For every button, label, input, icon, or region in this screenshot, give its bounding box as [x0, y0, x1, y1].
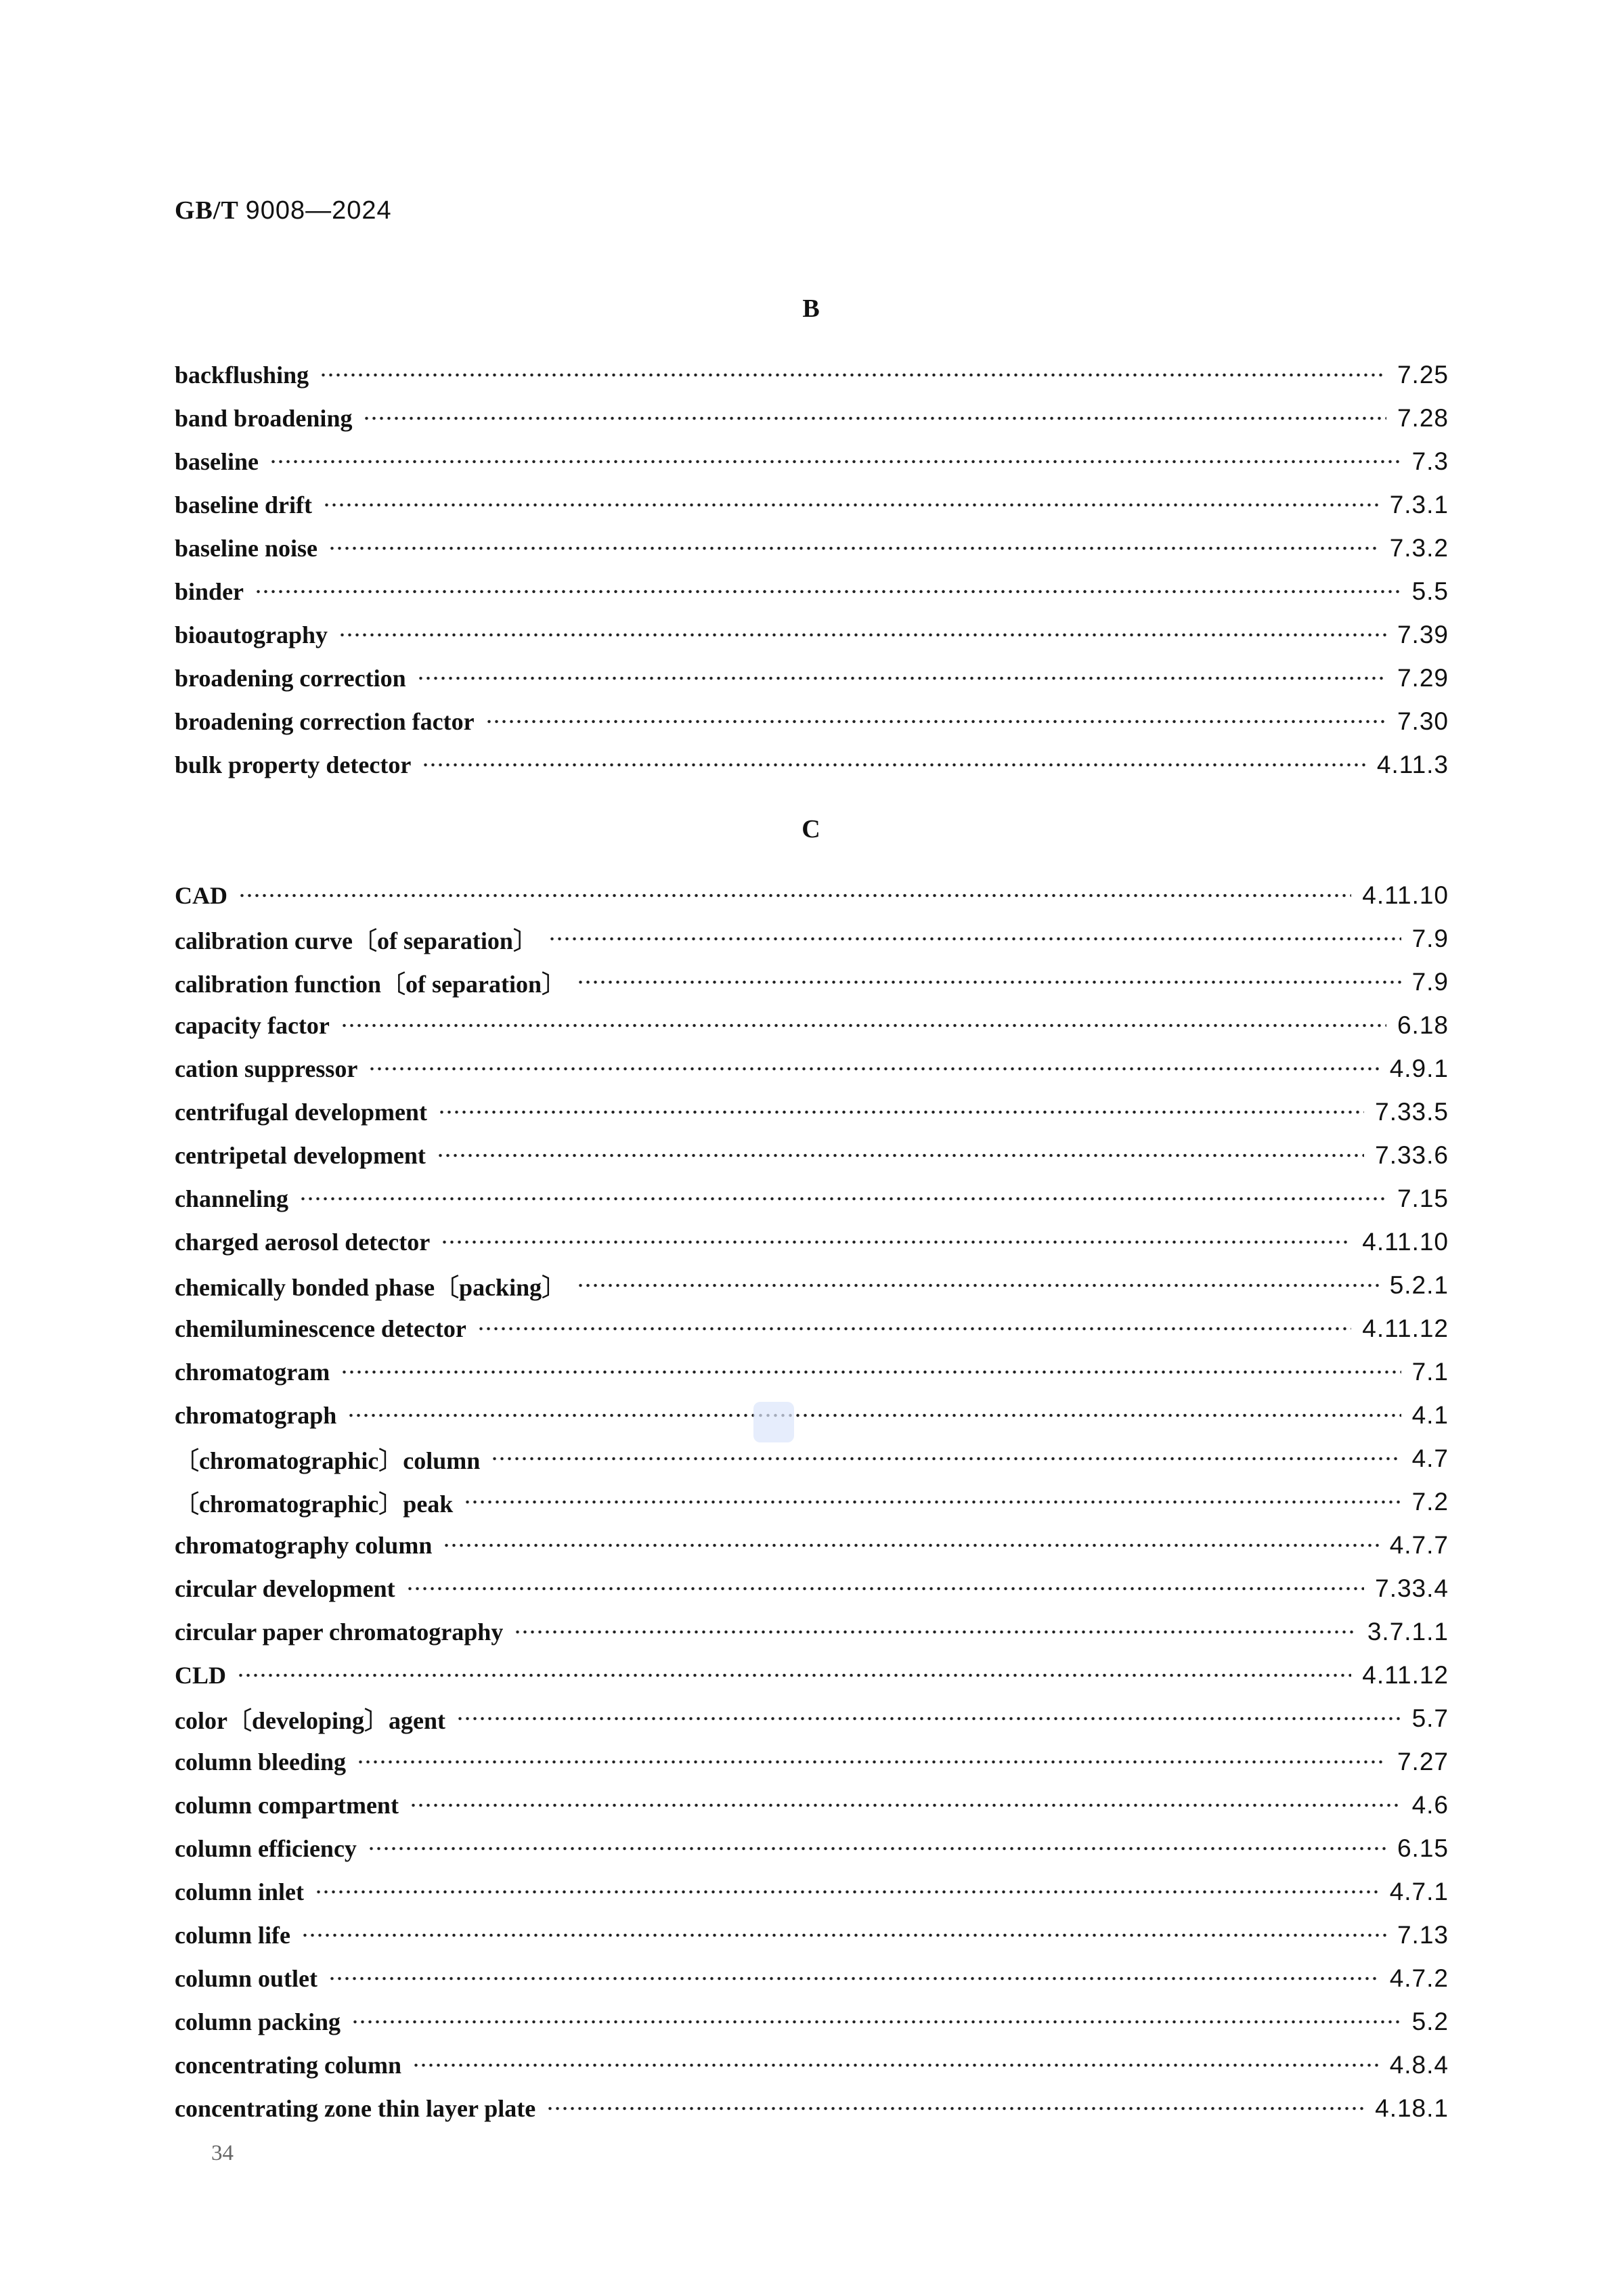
- index-reference: 7.27: [1397, 1748, 1449, 1775]
- index-term: calibration function〔of separation〕: [175, 970, 567, 998]
- index-reference: 4.7.1: [1389, 1878, 1449, 1905]
- index-term: backflushing: [175, 361, 309, 389]
- section-letter-b: B: [802, 294, 820, 323]
- dot-leader: [368, 1835, 1386, 1862]
- index-entry: [175, 440, 1449, 483]
- index-term: calibration curve〔of separation〕: [175, 927, 538, 954]
- dot-leader: [443, 1532, 1378, 1559]
- index-entry: [175, 397, 1449, 440]
- index-reference: 7.9: [1411, 968, 1449, 996]
- index-entry: [175, 1654, 1449, 1697]
- index-term: bulk property detector: [175, 751, 412, 778]
- index-term: column compartment: [175, 1792, 399, 1819]
- index-term: charged aerosol detector: [175, 1229, 431, 1256]
- index-reference: 4.7: [1411, 1444, 1449, 1472]
- index-term: column packing: [175, 2008, 341, 2035]
- index-term: capacity factor: [175, 1012, 330, 1039]
- dot-leader: [577, 1272, 1379, 1299]
- index-reference: 7.30: [1397, 707, 1449, 735]
- index-term: baseline noise: [175, 535, 318, 562]
- index-term: band broadening: [175, 405, 353, 432]
- index-list-b: [175, 353, 1449, 787]
- dot-leader: [338, 621, 1386, 648]
- index-entry: [175, 1784, 1449, 1827]
- index-reference: 4.11.12: [1362, 1315, 1449, 1342]
- index-reference: 4.7.7: [1389, 1531, 1449, 1559]
- index-entry: [175, 700, 1449, 743]
- dot-leader: [417, 665, 1386, 692]
- index-reference: 7.1: [1411, 1358, 1449, 1386]
- index-term: column life: [175, 1922, 290, 1949]
- dot-leader: [347, 1402, 1401, 1429]
- index-entry: [175, 1004, 1449, 1047]
- index-term: broadening correction: [175, 665, 406, 692]
- index-term: baseline: [175, 448, 259, 475]
- index-term: column efficiency: [175, 1835, 357, 1862]
- index-reference: 4.11.10: [1362, 1228, 1449, 1256]
- index-entry: [175, 1697, 1449, 1740]
- index-list-c: [175, 874, 1449, 2130]
- section-letter-c: C: [802, 815, 820, 843]
- index-term: CAD: [175, 882, 227, 909]
- index-reference: 7.39: [1397, 621, 1449, 648]
- dot-leader: [341, 1359, 1401, 1386]
- dot-leader: [410, 1792, 1401, 1819]
- index-term: 〔chromatographic〕column: [175, 1447, 481, 1474]
- index-term: chemiluminescence detector: [175, 1315, 466, 1342]
- index-reference: 5.2: [1411, 2008, 1449, 2035]
- index-term: circular paper chromatography: [175, 1618, 504, 1646]
- index-term: column bleeding: [175, 1748, 347, 1775]
- dot-leader: [546, 2095, 1364, 2122]
- dot-leader: [438, 1099, 1364, 1126]
- dot-leader: [577, 969, 1401, 996]
- index-reference: 7.3.2: [1389, 534, 1449, 562]
- index-term: column inlet: [175, 1878, 305, 1905]
- dot-leader: [485, 708, 1386, 735]
- index-term: 〔chromatographic〕peak: [175, 1490, 454, 1518]
- dot-leader: [456, 1705, 1401, 1732]
- index-term: chromatogram: [175, 1359, 330, 1386]
- dot-leader: [514, 1618, 1357, 1646]
- dot-leader: [548, 925, 1401, 952]
- index-entry: [175, 1177, 1449, 1220]
- index-term: cation suppressor: [175, 1055, 358, 1082]
- dot-leader: [412, 2052, 1379, 2079]
- index-term: centripetal development: [175, 1142, 426, 1169]
- index-entry: [175, 1827, 1449, 1870]
- page-number: 34: [211, 2141, 234, 2165]
- index-reference: 7.13: [1397, 1921, 1449, 1949]
- index-entry: [175, 1350, 1449, 1394]
- index-entry: [175, 483, 1449, 527]
- index-reference: 7.25: [1397, 361, 1449, 389]
- index-entry: [175, 1394, 1449, 1437]
- index-entry: [175, 874, 1449, 917]
- dot-leader: [328, 535, 1379, 562]
- index-reference: 7.2: [1411, 1488, 1449, 1516]
- index-entry: [175, 961, 1449, 1004]
- index-entry: [175, 1740, 1449, 1784]
- index-entry: [175, 1870, 1449, 1914]
- index-term: channeling: [175, 1185, 289, 1212]
- index-term: broadening correction factor: [175, 708, 475, 735]
- dot-leader: [301, 1922, 1386, 1949]
- index-term: circular development: [175, 1575, 395, 1602]
- index-entry: [175, 2044, 1449, 2087]
- dot-leader: [491, 1445, 1401, 1472]
- index-term: color〔developing〕agent: [175, 1706, 445, 1734]
- dot-leader: [363, 405, 1386, 432]
- index-entry: [175, 1307, 1449, 1350]
- dot-leader: [477, 1315, 1351, 1342]
- index-reference: 4.7.2: [1389, 1964, 1449, 1992]
- index-reference: 7.29: [1397, 664, 1449, 692]
- index-reference: 7.15: [1397, 1185, 1449, 1212]
- index-reference: 4.1: [1411, 1401, 1449, 1429]
- dot-leader: [299, 1185, 1386, 1212]
- index-reference: 6.18: [1397, 1011, 1449, 1039]
- index-entry: [175, 1610, 1449, 1654]
- index-term: binder: [175, 578, 244, 605]
- document-header: [175, 196, 392, 225]
- index-entry: [175, 2087, 1449, 2130]
- index-term: chromatography column: [175, 1532, 433, 1559]
- index-entry: [175, 1914, 1449, 1957]
- index-entry: [175, 1264, 1449, 1307]
- index-reference: 7.3.1: [1389, 491, 1449, 518]
- dot-leader: [238, 882, 1351, 909]
- index-reference: 4.8.4: [1389, 2051, 1449, 2079]
- index-entry: [175, 1524, 1449, 1567]
- index-reference: 3.7.1.1: [1367, 1618, 1449, 1646]
- dot-leader: [406, 1575, 1365, 1602]
- dot-leader: [341, 1012, 1386, 1039]
- index-reference: 7.33.5: [1375, 1098, 1449, 1126]
- index-entry: [175, 657, 1449, 700]
- index-reference: 4.11.3: [1376, 751, 1449, 778]
- index-reference: 7.28: [1397, 404, 1449, 432]
- index-term: bioautography: [175, 621, 328, 648]
- dot-leader: [320, 361, 1386, 389]
- index-reference: 4.9.1: [1389, 1055, 1449, 1082]
- index-reference: 5.5: [1411, 577, 1449, 605]
- index-entry: [175, 743, 1449, 787]
- dot-leader: [237, 1662, 1351, 1689]
- index-entry: [175, 1134, 1449, 1177]
- dot-leader: [437, 1142, 1364, 1169]
- index-reference: 4.11.10: [1362, 881, 1449, 909]
- index-term: baseline drift: [175, 491, 312, 518]
- index-term: concentrating zone thin layer plate: [175, 2095, 536, 2122]
- index-entry: [175, 1480, 1449, 1524]
- index-entry: [175, 1567, 1449, 1610]
- index-entry: [175, 1090, 1449, 1134]
- dot-leader: [464, 1488, 1401, 1516]
- standard-prefix: GB/T: [175, 196, 239, 225]
- index-entry: [175, 570, 1449, 613]
- dot-leader: [323, 491, 1379, 518]
- index-entry: [175, 917, 1449, 961]
- dot-leader: [269, 448, 1401, 475]
- index-entry: [175, 1437, 1449, 1480]
- index-term: concentrating column: [175, 2052, 401, 2079]
- standard-number: 9008—2024: [245, 196, 392, 225]
- index-reference: 7.3: [1411, 447, 1449, 475]
- index-term: chromatograph: [175, 1402, 337, 1429]
- index-reference: 4.6: [1411, 1791, 1449, 1819]
- index-reference: 7.33.4: [1375, 1574, 1449, 1602]
- dot-leader: [441, 1229, 1351, 1256]
- index-term: CLD: [175, 1662, 227, 1689]
- index-entry: [175, 1047, 1449, 1090]
- index-entry: [175, 613, 1449, 657]
- index-entry: [175, 1957, 1449, 2000]
- watermark-logo: [753, 1402, 794, 1442]
- dot-leader: [368, 1055, 1378, 1082]
- dot-leader: [422, 751, 1366, 778]
- index-reference: 5.7: [1411, 1704, 1449, 1732]
- index-reference: 4.11.12: [1362, 1661, 1449, 1689]
- dot-leader: [351, 2008, 1401, 2035]
- index-reference: 6.15: [1397, 1834, 1449, 1862]
- index-entry: [175, 2000, 1449, 2044]
- index-entry: [175, 1220, 1449, 1264]
- index-term: chemically bonded phase〔packing〕: [175, 1273, 567, 1301]
- index-reference: 5.2.1: [1389, 1271, 1449, 1299]
- index-term: column outlet: [175, 1965, 317, 1992]
- index-reference: 4.18.1: [1375, 2094, 1449, 2122]
- index-term: centrifugal development: [175, 1099, 427, 1126]
- index-entry: [175, 353, 1449, 397]
- dot-leader: [255, 578, 1401, 605]
- index-reference: 7.33.6: [1375, 1141, 1449, 1169]
- dot-leader: [315, 1878, 1379, 1905]
- index-reference: 7.9: [1411, 925, 1449, 952]
- dot-leader: [357, 1748, 1386, 1775]
- index-entry: [175, 527, 1449, 570]
- dot-leader: [328, 1965, 1379, 1992]
